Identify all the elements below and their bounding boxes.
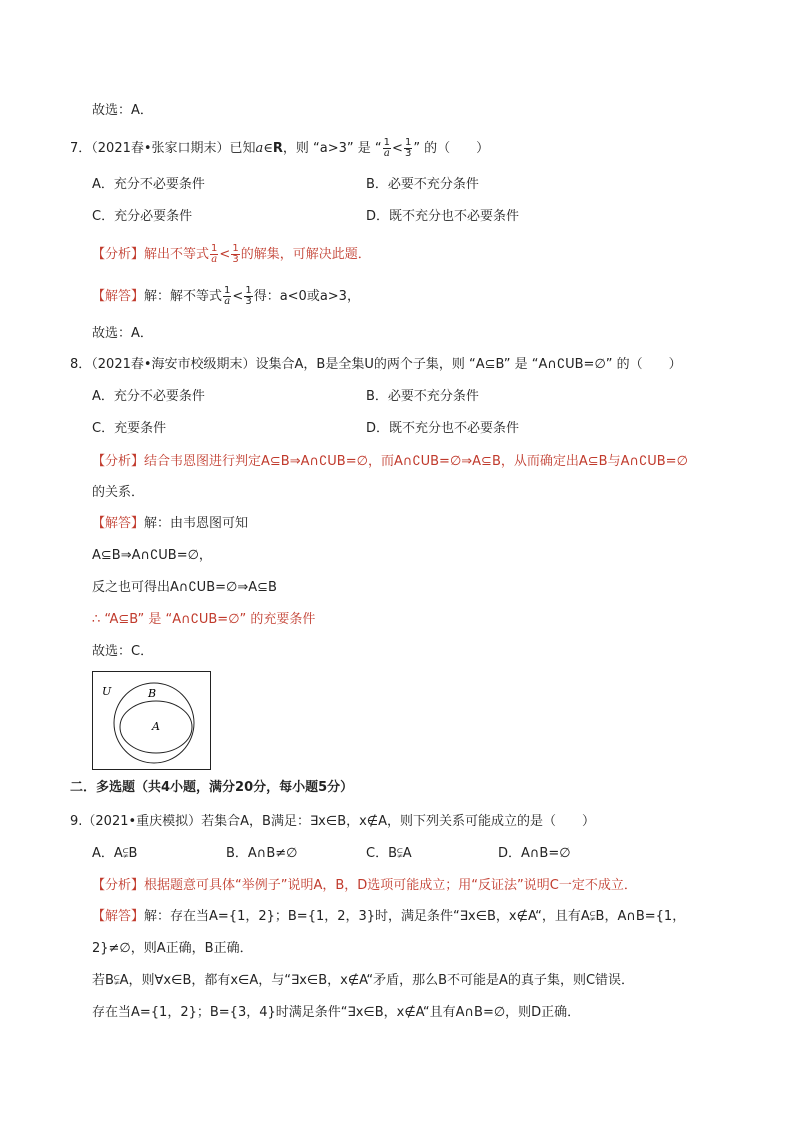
q7-option-b: B．必要不充分条件 <box>366 177 479 192</box>
q8-solution-line2: A⊆B⇒A∩∁UB=∅， <box>92 548 212 563</box>
q7-stem <box>70 138 489 159</box>
q9-stem: 9.（2021•重庆模拟）若集合A，B满足：∃x∈B，x∉A，则下列关系可能成立的是（ ） <box>70 814 596 829</box>
q8-option-a: A．充分不必要条件 <box>92 389 205 404</box>
q8-answer: 故选：C． <box>92 644 154 659</box>
q7-option-c: C．充分必要条件 <box>92 209 193 224</box>
q7-analysis-frac2: $\frac{1}{3}$ <box>232 243 239 265</box>
q9-solution-line4: 存在当A={1，2}；B={3，4}时满足条件“∃x∈B，x∉A“且有A∩B=∅，则D正确． <box>92 1005 581 1020</box>
q9-solution-line3: 若B⫋A，则∀x∈B，都有x∈A，与“∃x∈B，x∉A“矛盾，那么B不可能是A的真子集，则C错误． <box>92 973 635 988</box>
q7-analysis-lt: < <box>219 247 231 262</box>
q8-analysis-text: 结合韦恩图进行判定A⊆B⇒A∩∁UB=∅，而A∩∁UB=∅⇒A⊆B，从而确定出A⊆B与A∩∁UB=∅ <box>144 454 688 469</box>
venn-label-b: B <box>148 687 157 700</box>
q7-answer: 故选：A． <box>92 326 153 341</box>
q8-solution-line3: 反之也可得出A∩∁UB=∅⇒A⊆B <box>92 580 277 595</box>
q7-option-a: A．充分不必要条件 <box>92 177 205 192</box>
q7-solution-lt: < <box>232 289 244 304</box>
q8-solution-text: 解：由韦恩图可知 <box>144 516 249 531</box>
q9-option-d: D．A∩B=∅ <box>498 846 571 861</box>
q7-analysis-pre: 解出不等式 <box>144 247 210 262</box>
q7-analysis-tag: 【分析】 <box>92 247 145 262</box>
q8-option-c: C．充要条件 <box>92 421 167 436</box>
q8-solution-line1 <box>92 514 248 534</box>
q9-option-c: C．B⫋A <box>366 846 412 861</box>
q9-analysis-tag: 【分析】 <box>92 878 145 893</box>
q7-lt: < <box>392 141 403 156</box>
q6-answer: 故选：A． <box>92 103 153 118</box>
q8-option-b: B．必要不充分条件 <box>366 389 479 404</box>
q7-stem-R: R <box>272 141 283 156</box>
venn-label-u: U <box>102 685 112 698</box>
q8-option-d: D．既不充分也不必要条件 <box>366 421 520 436</box>
q7-stem-mid: ，则 “a>3” 是 “ <box>282 141 382 156</box>
q8-stem: 8．（2021春•海安市校级期末）设集合A，B是全集U的两个子集，则 “A⊆B” 是 “A∩∁UB=∅” 的（ ） <box>70 357 682 372</box>
q7-solution-post: 得：a<0或a>3， <box>253 289 360 304</box>
venn-diagram <box>92 671 212 771</box>
q7-frac1: $\frac{1}{a}$ <box>383 137 391 159</box>
q9-analysis-text: 根据题意可具体“举例子”说明A，B，D选项可能成立；用“反证法”说明C一定不成立． <box>144 878 637 893</box>
q7-solution-pre: 解：解不等式 <box>144 289 223 304</box>
q8-solution-tag: 【解答】 <box>92 516 145 531</box>
q7-solution <box>92 286 360 307</box>
q8-solution-line4: ∴ “A⊆B” 是 “A∩∁UB=∅” 的充要条件 <box>92 612 316 627</box>
q9-solution-tag: 【解答】 <box>92 909 145 924</box>
q7-stem-prefix: 7．（2021春•张家口期末）已知 <box>70 141 256 156</box>
q8-analysis-tag: 【分析】 <box>92 454 145 469</box>
q7-solution-frac2: $\frac{1}{3}$ <box>245 285 252 307</box>
q9-solution-text: 解：存在当A={1，2}；B={1，2，3}时，满足条件“∃x∈B，x∉A“，且有A⫋B，A∩B={1， <box>144 909 686 924</box>
venn-label-a: A <box>152 720 160 733</box>
q9-solution-line1 <box>92 907 685 927</box>
section2-title: 二．多选题（共4小题，满分20分，每小题5分） <box>70 780 354 795</box>
q8-analysis-line1 <box>92 452 688 472</box>
q7-stem-suffix: ” 的（ ） <box>413 141 490 156</box>
q7-frac2: $\frac{1}{3}$ <box>404 137 412 159</box>
q9-option-a: A．A⫋B <box>92 846 138 861</box>
q7-analysis-post: 的解集，可解决此题． <box>240 247 371 262</box>
q8-analysis-line2: 的关系． <box>92 485 145 500</box>
q7-solution-frac1: $\frac{1}{a}$ <box>224 285 231 307</box>
q7-solution-tag: 【解答】 <box>92 289 145 304</box>
q7-analysis <box>92 244 371 265</box>
q7-stem-a: a∈ <box>255 141 273 156</box>
q7-analysis-frac1: $\frac{1}{a}$ <box>211 243 218 265</box>
q9-solution-line2: 2}≠∅，则A正确，B正确． <box>92 941 253 956</box>
q9-option-b: B．A∩B≠∅ <box>226 846 298 861</box>
q9-analysis <box>92 876 637 896</box>
q7-option-d: D．既不充分也不必要条件 <box>366 209 520 224</box>
